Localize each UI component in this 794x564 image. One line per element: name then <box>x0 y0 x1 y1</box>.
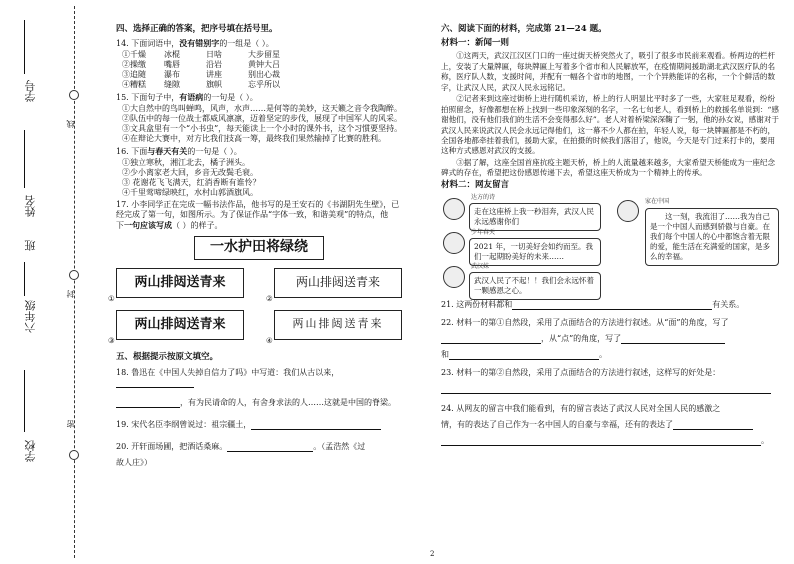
q14-option-row[interactable]: ①千燥 冰棍 日啥 大步留星 <box>122 49 280 59</box>
q22-blank[interactable] <box>621 336 725 344</box>
q14-option-row[interactable]: ④糟糕 缝隙 旗帜 忘乎所以 <box>122 79 280 89</box>
q20-blank[interactable] <box>227 444 313 452</box>
q24-blank[interactable] <box>441 438 761 446</box>
binding-hole <box>69 90 79 100</box>
q23-answer-line[interactable] <box>441 384 781 394</box>
binding-hole <box>69 270 79 280</box>
calligraphy-option-1[interactable]: 两山排闼送青来 <box>116 268 244 298</box>
q16-option[interactable]: ②少小离家老大回，乡音无改鬓毛衰。 <box>122 167 258 177</box>
calligraphy-option-2[interactable]: 两山排闼送青来 <box>274 268 402 298</box>
option-number-3: ③ <box>108 335 115 345</box>
right-column <box>441 24 781 447</box>
material-1-title: 材料一：新闻一则 <box>441 37 510 48</box>
seal-mark-mi: 密 <box>66 420 75 428</box>
option-number-1: ① <box>108 293 115 303</box>
q24-blank[interactable] <box>673 422 753 430</box>
comment-area <box>441 194 781 294</box>
q15-option[interactable]: ①大自然中的鸟叫蝉鸣，风声，水声……是何等的美妙，这天籁之音令我陶醉。 <box>122 103 402 113</box>
binding-strip <box>4 0 96 564</box>
question-20-source: 故人庄》） <box>116 458 152 468</box>
question-17: 17. 小李同学正在完成一幅书法作品，他书写的是王安石的《书湖阴先生壁》，已 经完成了第一句，如图所示。为了保证作品“字体一致，和谐美观”的特点，他 下一句应该写成（ ）的样子。 <box>116 199 400 230</box>
question-20: 20. 开轩面场圃，把酒话桑麻。 。（孟浩然《过 <box>116 442 366 452</box>
material-2-title: 材料二：网友留言 <box>441 179 510 190</box>
question-22-cont2: 和 。 <box>441 349 607 359</box>
comment-bubble: 走在这座桥上我一秒泪奔，武汉人民永远感谢你们 <box>469 203 601 231</box>
student-number-field[interactable] <box>24 20 25 74</box>
user-avatar <box>443 266 465 288</box>
question-14: 14. 下面词语中，没有错别字的一组是（ ）。 <box>116 37 274 48</box>
section-4-title: 四、选择正确的答案，把序号填在括号里。 <box>116 24 278 34</box>
username: 武汉妹 <box>471 262 490 270</box>
section-6-title: 六、阅读下面的材料，完成第 21—24 题。 <box>441 24 607 34</box>
material-1-para-2: ②记者来到这座过街桥上进行随机采访，桥上的行人明显比平时多了一些，大家驻足观看，纷纷拍照留念，好像都想在桥上找到一些印象深刻的名字，一名七旬老人，看到桥上的救援名单说到：“感谢他们，没有他们我们的生活不会变得那么好”。老人对着桥梁深深鞠了一躬，他的孙女说，感谢对于武汉人民来说武汉人民会永远记得他们，这一幕不少人都在拍，年轻人说，每一块牌匾都是不朽的，全国各地都牵挂着我们，援助大家，在拍摄的时候我们落泪了，他说，今天是专门过来打卡的，要用这种方式感恩对武汉的支援。 <box>441 94 780 156</box>
section-5-title: 五、根据提示按原文填空。 <box>116 351 219 362</box>
q18-blank[interactable] <box>116 380 194 388</box>
comment-bubble: 武汉人民了不起！！我们会永远怀着一颗感恩之心。 <box>469 272 601 300</box>
name-field[interactable] <box>24 130 25 188</box>
calligraphy-option-4[interactable]: 两山排闼送青来 <box>274 310 402 340</box>
binding-hole <box>69 450 79 460</box>
left-column <box>108 24 416 469</box>
student-number-label: 学号 <box>24 80 37 102</box>
material-1-para-1: ①这两天，武汉江汉区门口的一座过街天桥突然火了，吸引了很多市民前来观看。桥两边的栏杆上，安装了大量牌匾，每块牌匾上写着多个省市和人民解放军，在疫情期间援助湖北武汉医疗队的名称，医疗队人数，支援时间，并配有一幅各个省市的地图，一个个异熟能详的名称，一个个鲜活的数字，让武汉人民，武汉人民永远铭记。 <box>441 51 776 92</box>
comment-bubble: 2021 年，一切美好会如约而至。我们一起期盼美好的未来…… <box>469 238 601 266</box>
username: 达方的诗 <box>471 193 496 201</box>
option-number-2: ② <box>266 293 273 303</box>
q15-option[interactable]: ③文具盒里有一个“小书虫”，每天能读上一个小时的课外书，这个习惯要坚持。 <box>122 123 403 133</box>
material-1-para-3: ③据了解，这座全国首座抗疫主题天桥，桥上的人流量越来越多，大家希望天桥能成为一座纪念碑式的存在，希望把这份感恩传递下去，希望这座天桥成为一个精神上的传承。 <box>441 157 776 178</box>
q14-option-row[interactable]: ③追随 瀑布 讲座 别出心裁 <box>122 69 280 79</box>
calligraphy-first-line: 一水护田将绿绕 <box>194 236 324 260</box>
question-24-cont: 情，有的表达了自己作为一名中国人的自豪与幸福，还有的表达了 <box>441 420 781 430</box>
q14-option-row[interactable]: ②操缴 嘴唇 沿岩 黄钟大吕 <box>122 59 280 69</box>
q19-blank[interactable] <box>251 422 381 430</box>
seal-mark-feng: 封 <box>66 290 75 298</box>
user-avatar <box>617 200 639 222</box>
q15-option[interactable]: ④在辩论大赛中，对方比我们技高一筹，最终我们果然输掉了比赛的胜利。 <box>122 133 386 143</box>
question-22-cont: ，从“点”的角度，写了 <box>441 334 781 344</box>
school-field[interactable] <box>24 370 25 432</box>
username: 家在中国 <box>645 197 670 205</box>
grade-label: 六年级 <box>24 300 37 333</box>
user-avatar <box>443 198 465 220</box>
q16-option[interactable]: ③ 花谢花飞飞满天，红消香断有谁怜？ <box>122 177 261 187</box>
q16-option[interactable]: ①独立寒秋，湘江北去，橘子洲头。 <box>122 157 250 167</box>
q22-blank[interactable] <box>449 352 599 360</box>
binding-line <box>74 6 75 558</box>
q18-blank[interactable] <box>116 400 180 408</box>
q22-blank[interactable] <box>441 336 541 344</box>
option-number-4: ④ <box>266 335 273 345</box>
class-label: 班 <box>24 240 37 251</box>
question-22: 22. 材料一的第①自然段，采用了点面结合的方法进行叙述。从“面”的角度，写了 <box>441 317 729 327</box>
seal-mark-xian: 线 <box>66 120 75 128</box>
question-18: 18. 鲁迅在《中国人失掉自信力了吗》中写道：我们从古以来， <box>116 368 416 388</box>
class-field[interactable] <box>24 262 25 296</box>
q16-option[interactable]: ④千里莺啼绿映红，水村山郭酒旗风。 <box>122 187 258 197</box>
school-label: 学校 <box>24 440 37 462</box>
username: 少年春天 <box>471 228 496 236</box>
question-19: 19. 宋代名臣李纲曾说过：祖宗疆土， <box>116 420 416 430</box>
calligraphy-area <box>108 232 416 350</box>
comment-bubble: 这一刻，我流泪了……我为自己是一个中国人而感到骄傲与自豪。在我们每个中国人的心中都饱含着无限的爱，能生活在充满爱的国家，是多么的幸福。 <box>645 208 779 267</box>
question-24: 24. 从网友的留言中我们能看到，有的留言表达了武汉人民对全国人民的感激之 <box>441 403 721 413</box>
calligraphy-option-3[interactable]: 两山排闼送青来 <box>116 310 244 340</box>
q15-option[interactable]: ②队伍中的每一位战士都威风凛凛，迈着坚定的步伐，展现了中国军人的风采。 <box>122 113 402 123</box>
question-16: 16. 下面与春天有关的一句是（ ）。 <box>116 145 242 156</box>
question-23: 23. 材料一的第②自然段，采用了点面结合的方法进行叙述，这样写的好处是： <box>441 367 721 377</box>
user-avatar <box>443 232 465 254</box>
name-label: 姓名 <box>24 195 37 217</box>
question-21: 21. 这两份材料都和 有关系。 <box>441 299 745 309</box>
q21-blank[interactable] <box>512 302 712 310</box>
question-24-cont2: 。 <box>441 436 781 446</box>
question-18-cont: ，有为民请命的人，有舍身求法的人……这就是中国的脊梁。 <box>116 398 416 408</box>
question-15: 15. 下面句子中，有语病的一句是（ ）。 <box>116 91 258 102</box>
page-number: 2 <box>430 550 435 558</box>
